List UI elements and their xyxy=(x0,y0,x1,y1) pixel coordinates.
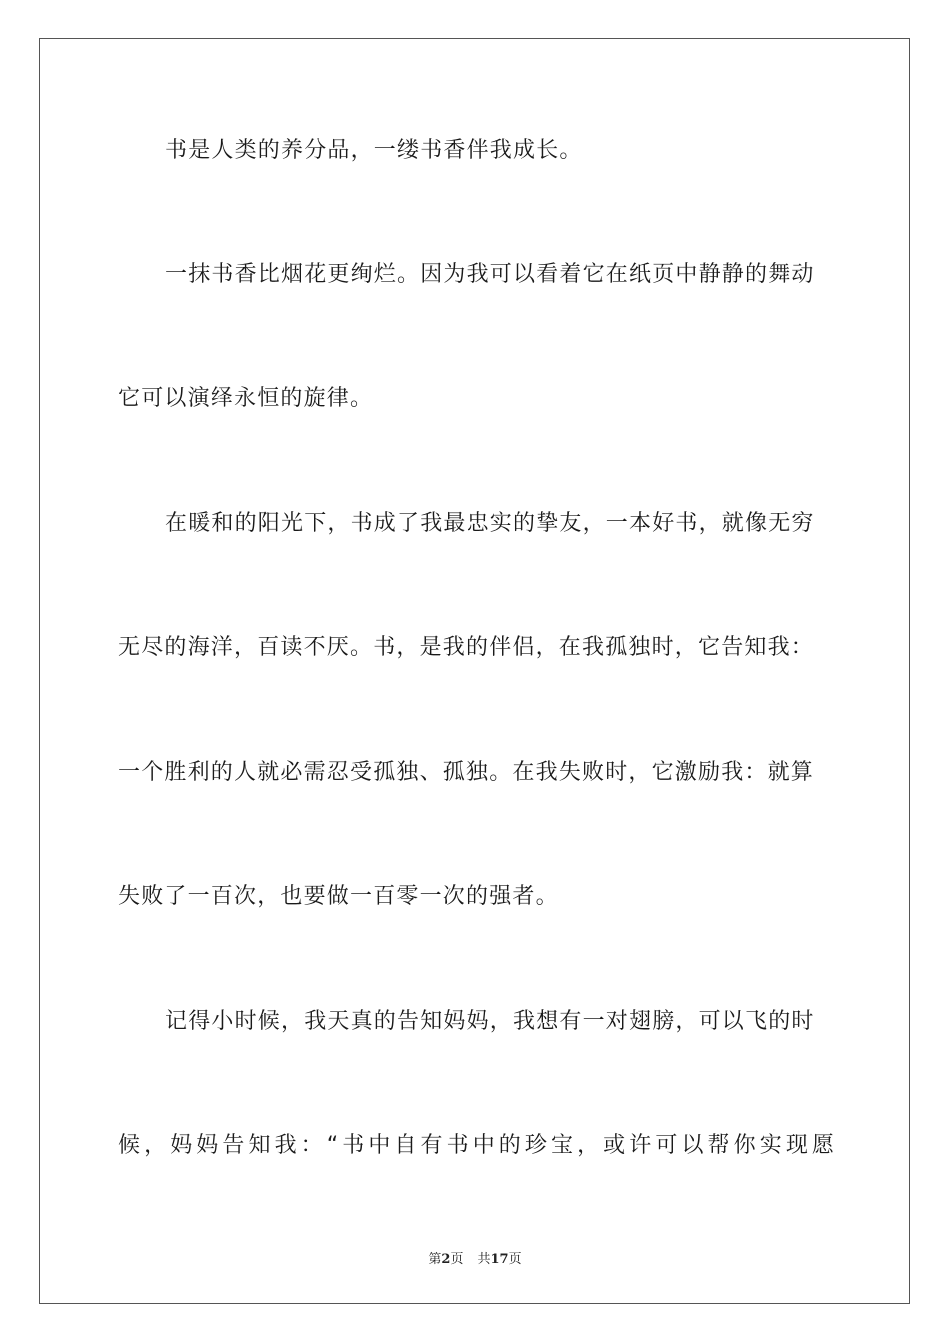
paragraph-line: 一个胜利的人就必需忍受孤独、孤独。在我失败时，它激励我：就算 xyxy=(118,760,815,785)
page-border xyxy=(39,38,910,1304)
justified-char: 可 xyxy=(655,1133,678,1158)
justified-char: 自 xyxy=(394,1133,417,1158)
justified-char: 的 xyxy=(498,1133,521,1158)
paragraph-line: 在暖和的阳光下，书成了我最忠实的挚友，一本好书，就像无穷 xyxy=(165,511,815,536)
paragraph-line: 无尽的海洋，百读不厌。书，是我的伴侣，在我孤独时，它告知我： xyxy=(118,635,815,660)
justified-char: 妈 xyxy=(170,1133,193,1158)
justified-char: 中 xyxy=(368,1133,391,1158)
justified-char: “ xyxy=(326,1133,339,1158)
justified-char: 愿 xyxy=(811,1133,834,1158)
justified-char: 告 xyxy=(222,1133,245,1158)
justified-char: 书 xyxy=(446,1133,469,1158)
footer-total-prefix: 共 xyxy=(477,1252,491,1267)
justified-char: 许 xyxy=(629,1133,652,1158)
justified-char: 或 xyxy=(603,1133,626,1158)
page-footer xyxy=(0,1248,950,1267)
justified-char: 你 xyxy=(733,1133,756,1158)
justified-char: 知 xyxy=(248,1133,271,1158)
justified-char: 书 xyxy=(342,1133,365,1158)
justified-char: 帮 xyxy=(707,1133,730,1158)
justified-char: 有 xyxy=(420,1133,443,1158)
justified-char: 中 xyxy=(472,1133,495,1158)
paragraph-line: 记得小时候，我天真的告知妈妈，我想有一对翅膀，可以飞的时 xyxy=(165,1009,815,1034)
justified-char: 实 xyxy=(759,1133,782,1158)
footer-page-suffix: 页 xyxy=(450,1252,464,1267)
justified-char: 现 xyxy=(785,1133,808,1158)
paragraph-line: 书是人类的养分品，一缕书香伴我成长。 xyxy=(165,138,583,163)
justified-char: ， xyxy=(577,1133,600,1158)
justified-char: 珍 xyxy=(524,1133,547,1158)
paragraph-line-justified xyxy=(118,1132,834,1160)
justified-char: 妈 xyxy=(196,1133,219,1158)
paragraph-line: 一抹书香比烟花更绚烂。因为我可以看着它在纸页中静静的舞动 xyxy=(165,262,815,287)
footer-total-suffix: 页 xyxy=(508,1252,522,1267)
footer-total-pages: 17 xyxy=(490,1252,509,1267)
justified-char: 候 xyxy=(118,1133,141,1158)
justified-char: 宝 xyxy=(550,1133,573,1158)
paragraph-line: 它可以演绎永恒的旋律。 xyxy=(118,386,374,411)
justified-char: 我 xyxy=(274,1133,297,1158)
justified-char: ： xyxy=(300,1133,323,1158)
paragraph-line: 失败了一百次，也要做一百零一次的强者。 xyxy=(118,884,559,909)
footer-page-prefix: 第 xyxy=(428,1252,442,1267)
footer-page-number: 2 xyxy=(441,1252,451,1267)
justified-char: ， xyxy=(144,1133,167,1158)
justified-char: 以 xyxy=(681,1133,704,1158)
